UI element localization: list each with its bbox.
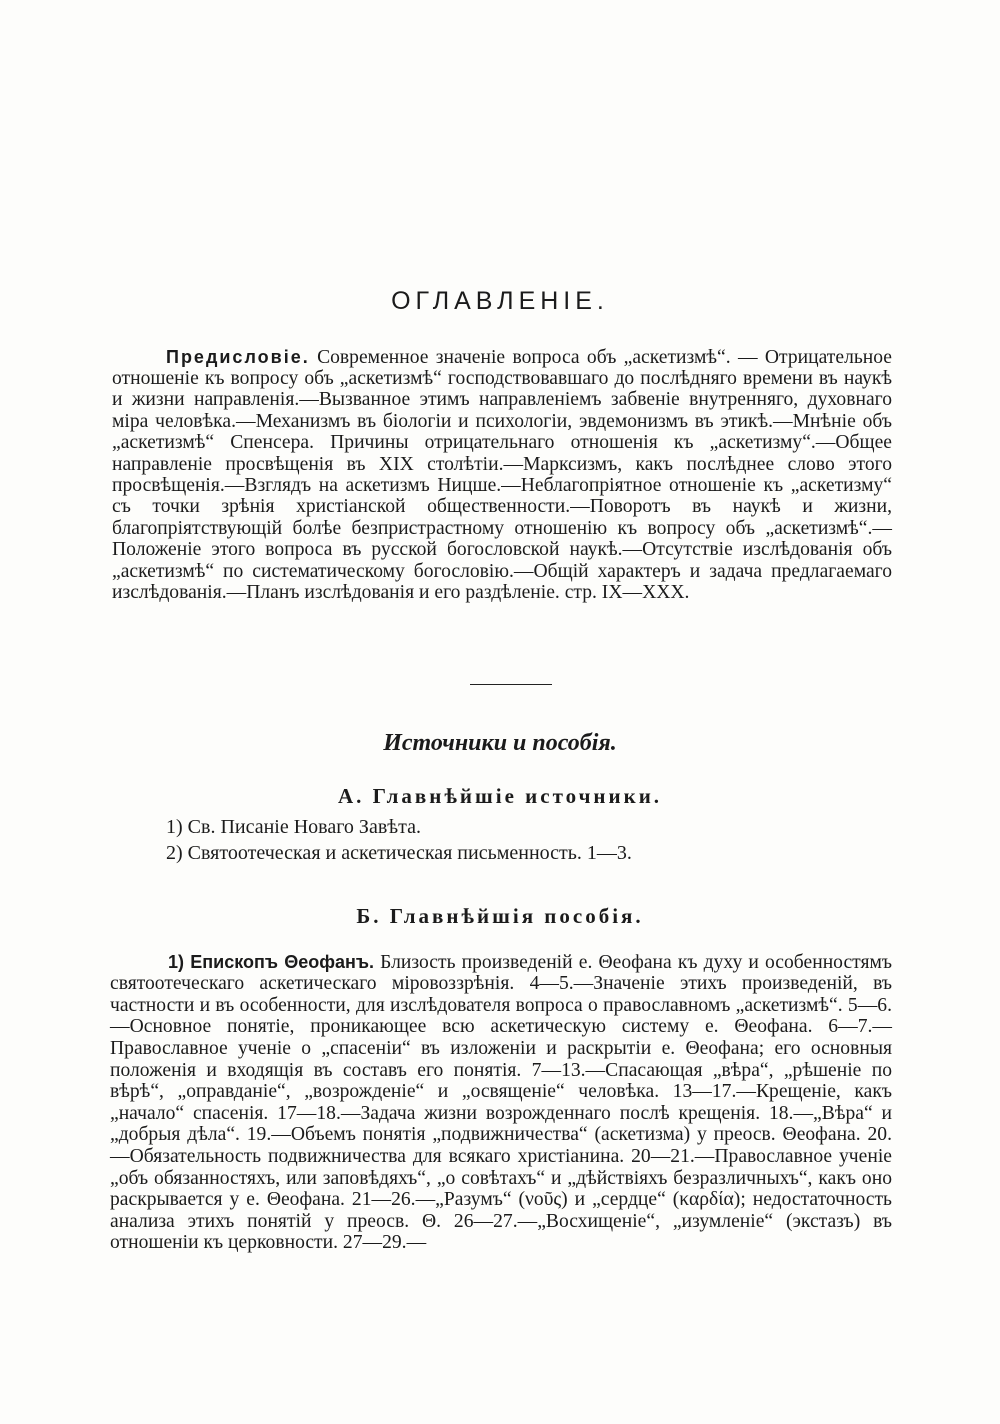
main-aids-paragraph [110, 952, 892, 1254]
main-sources-list [166, 814, 866, 866]
page-title: ОГЛАВЛЕНІЕ. [391, 286, 609, 315]
section-divider [470, 684, 552, 685]
list-item: 1) Св. Писаніе Новаго Завѣта. [166, 816, 421, 838]
main-aids-text: Близость произведеній е. Θеофана къ духу и особенностямъ святоотеческаго аскетическаго міровоззрѣнія. 4—5.—Значеніе этихъ произведеній, въ частности и въ особенности, для изслѣдователя вопроса о православномъ „аскетизмѣ“. 5—6.—Основное понятіе, проникающее всю аскетическую систему е. Θеофана. 6—7.—Православное ученіе о „спасеніи“ въ изложеніи и раскрытіи е. Θеофана; его основныя положенія и входящія въ составъ его понятія. 7—13.—Спасающая „вѣра“, „рѣшеніе по вѣрѣ“, „оправданіе“, „возрожденіе“ и „освященіе“ человѣка. 13—17.—Крещеніе, какъ „начало“ спасенія. 17—18.—Задача жизни возрожденнаго послѣ крещенія. 18.—„Вѣра“ и „добрыя дѣла“. 19.—Объемъ понятія „подвижничества“ (аскетизма) у преосв. Θеофана. 20.—Обязательность подвижничества для всякаго христіанина. 20—21.—Православное ученіе „объ обязанностяхъ, или заповѣдяхъ“, „о совѣтахъ“ и „дѣйствіяхъ безразличныхъ“, какъ оно раскрывается у е. Θеофана. 21—26.—„Разумъ“ (νοῦς) и „сердце“ (καρδία); недостаточность анализа этихъ понятій у преосв. Θ. 26—27.—„Восхищеніе“, „изумленіе“ (экстазъ) въ отношеніи къ церковности. 27—29.— [110, 951, 893, 1254]
preface-text: Современное значеніе вопроса объ „аскетизмѣ“. — Отрицательное отношеніе къ вопросу объ „аскетизмѣ“ господствовавшаго до послѣдняго времени въ наукѣ и жизни направленія.—Вызванное этимъ направленіемъ забвеніе внутренняго, духовнаго міра человѣка.—Механизмъ въ біологіи и психологіи, эвдемонизмъ въ этикѣ.—Мнѣніе объ „аскетизмѣ“ Спенсера. Причины отрицательнаго отношенія къ „аскетизму“.—Общее направленіе просвѣщенія въ XIX столѣтіи.—Марксизмъ, какъ послѣднее слово этого просвѣщенія.—Взглядъ на аскетизмъ Ницше.—Неблагопріятное отношеніе къ „аскетизму“ съ точки зрѣнія христіанской общественности.—Поворотъ въ наукѣ и жизни, благопріятствующій болѣе безпристрастному отношенію къ вопросу объ „аскетизмѣ“.—Положеніе этого вопроса въ русской богословской наукѣ.—Отсутствіе изслѣдованія объ „аскетизмѣ“ по систематическому богословію.—Общій характеръ и задача предлагаемаго изслѣдованія.—Планъ изслѣдованія и его раздѣленіе. стр. IX—XXX. [112, 346, 892, 604]
sources-heading: Источники и пособія. [383, 729, 617, 756]
main-sources-heading: А. Главнѣйшіе источники. [337, 784, 663, 808]
preface-paragraph [112, 347, 892, 604]
main-aids-heading: Б. Главнѣйшія пособія. [356, 904, 644, 928]
list-item: 2) Святоотеческая и аскетическая письменность. 1—3. [166, 842, 632, 864]
main-aids-lead: 1) Епископъ Θеофанъ. [168, 951, 374, 972]
preface-lead: Предисловіе. [166, 346, 310, 367]
